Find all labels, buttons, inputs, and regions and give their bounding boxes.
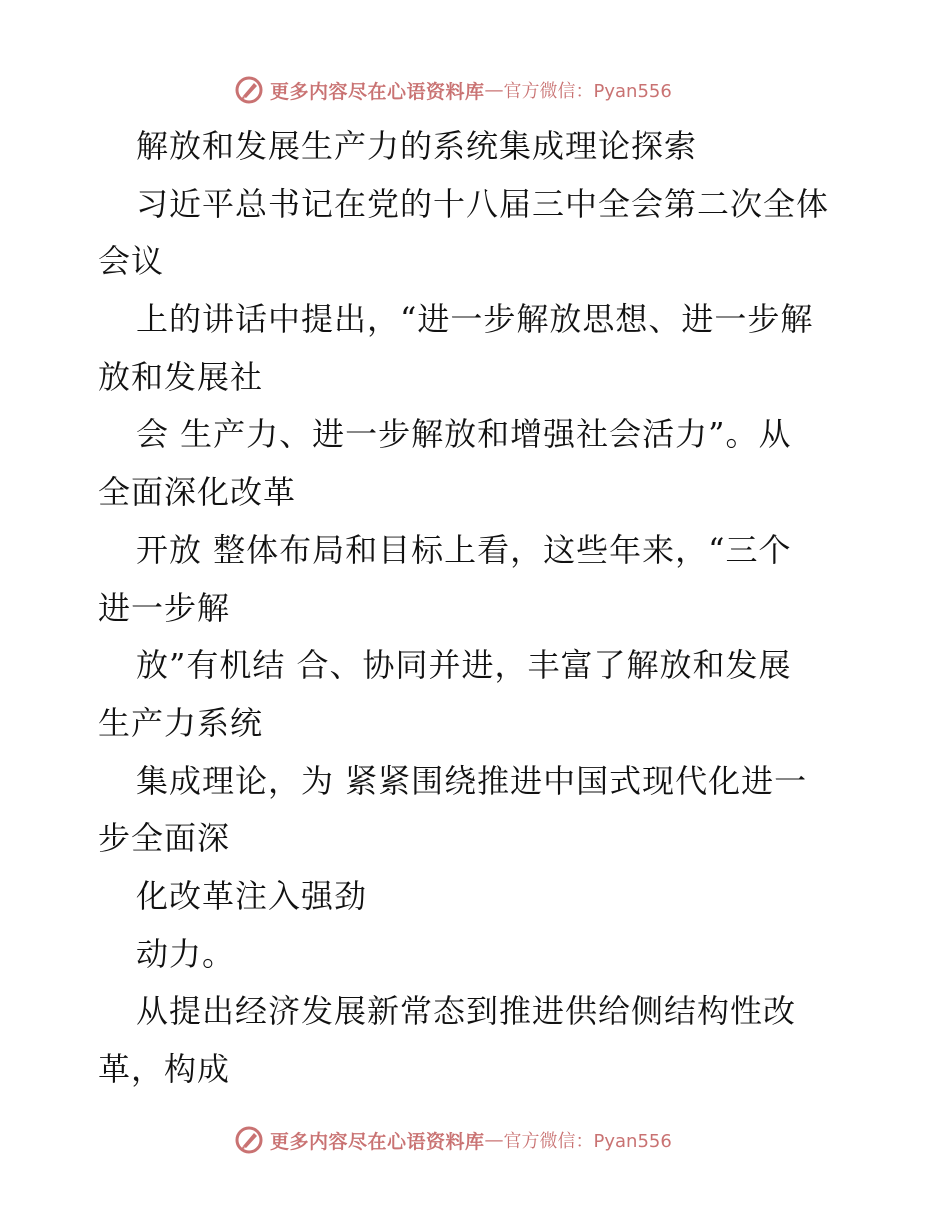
text-line: 会议: [98, 242, 165, 281]
text-line: 放和发展社: [98, 357, 264, 396]
text-line: 集成理论，为 紧紧围绕推进中国式现代化进一: [136, 761, 808, 800]
footer-watermark: [234, 1122, 672, 1158]
watermark-separator: —: [484, 1129, 504, 1151]
text-line: 习近平总书记在党的十八届三中全会第二次全体: [136, 184, 830, 223]
text-line: 动力。: [136, 934, 236, 973]
text-line: 会 生产力、进一步解放和增强社会活力”。从: [136, 415, 792, 454]
header-watermark: [234, 72, 672, 108]
text-line: 全面深化改革: [98, 473, 297, 512]
text-line: 放”有机结 合、协同并进，丰富了解放和发展: [136, 646, 792, 685]
document-body: [98, 118, 858, 1099]
text-line: 上的讲话中提出，“进一步解放思想、进一步解: [136, 300, 814, 339]
text-line: 从提出经济发展新常态到推进供给侧结构性改: [136, 992, 797, 1031]
watermark-site: 更多内容尽在心语资料库: [270, 80, 485, 103]
text-line: 解放和发展生产力的系统集成理论探索: [136, 127, 698, 165]
text-line: 进一步解: [98, 588, 231, 627]
watermark-contact: 官方微信：Pyan556: [503, 81, 672, 102]
text-line: 开放 整体布局和目标上看，这些年来，“三个: [136, 530, 792, 569]
text-line: 革，构成: [98, 1050, 231, 1088]
text-line: 步全面深: [98, 819, 231, 858]
watermark-separator: —: [484, 79, 504, 101]
watermark-contact: 官方微信：Pyan556: [503, 1131, 672, 1152]
text-line: 化改革注入强劲: [136, 876, 368, 915]
pen-seal-icon: [234, 1125, 264, 1155]
watermark-site: 更多内容尽在心语资料库: [270, 1130, 485, 1153]
text-line: 生产力系统: [98, 703, 264, 742]
pen-seal-icon: [234, 75, 264, 105]
